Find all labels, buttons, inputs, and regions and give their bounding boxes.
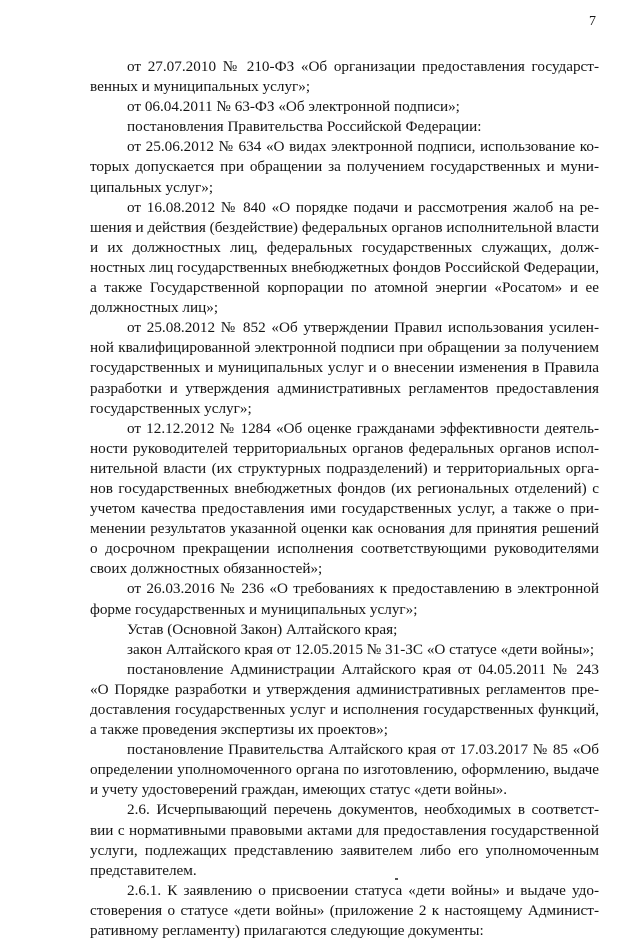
paragraph-resolution-1284: от 12.12.2012 № 1284 «Об оценке гражданами эффективности деятельности руководителей территориальных органов федеральных органов исполнительной власти (их структурных подразделений) и территориальных органов государственных внебюджетных фондов (их региональных отделений) с учетом качества предоставления ими государственных услуг, а также о применении результатов указанной оценки как основания для принятия решений о досрочном прекращении исполнения соответствующими руководителями своих должностных обязанностей»; xyxy=(90,419,599,578)
paragraph-law-210fz: от 27.07.2010 № 210-ФЗ «Об организации предоставления государственных и муниципальных услуг»; xyxy=(90,58,599,96)
paragraph-altai-gov-85: постановление Правительства Алтайского края от 17.03.2017 № 85 «Об определении уполномоченного органа по изготовлению, оформлению, выдаче и учету удостоверений граждан, имеющих статус «дети войны». xyxy=(90,741,599,799)
paragraph-section-2-6: 2.6. Исчерпывающий перечень документов, необходимых в соответствии с нормативными правовыми актами для предоставления государственной услуги, подлежащих представлению заявителем либо его уполномоченным представителем. xyxy=(90,801,599,879)
paragraph-resolution-634: от 25.06.2012 № 634 «О видах электронной подписи, использование которых допускается при обращении за получением государственных и муниципальных услуг»; xyxy=(90,138,599,196)
paragraph-law-63fz: от 06.04.2011 № 63-ФЗ «Об электронной подписи»; xyxy=(127,98,460,116)
paragraph-resolution-236: от 26.03.2016 № 236 «О требованиях к предоставлению в электронной форме государственных и муниципальных услуг»; xyxy=(90,580,599,618)
paragraph-section-2-6-1: 2.6.1. К заявлению о присвоении статуса «дети войны» и выдаче удостоверения о статусе «дети войны» (приложение 2 к настоящему Административному регламенту) прилагаются следующие документы: xyxy=(90,881,599,940)
paragraph-altai-charter: Устав (Основной Закон) Алтайского края; xyxy=(127,620,398,638)
paragraph-resolution-840: от 16.08.2012 № 840 «О порядке подачи и рассмотрения жалоб на решения и действия (бездействие) федеральных органов исполнительной власти и их должностных лиц, федеральных государственных служащих, должностных лиц государственных внебюджетных фондов Российской Федерации, а также Государственной корпорации по атомной энергии «Росатом» и ее должностных лиц»; xyxy=(90,198,599,317)
paragraph-resolution-852: от 25.08.2012 № 852 «Об утверждении Правил использования усиленной квалифицированной электронной подписи при обращении за получением государственных и муниципальных услуг и о внесении изменения в Правила разработки и утверждения административных регламентов предоставления государственных услуг»; xyxy=(90,319,599,417)
paragraph-altai-law-31zs: закон Алтайского края от 12.05.2015 № 31-ЗС «О статусе «дети войны»; xyxy=(127,640,595,658)
scan-speck xyxy=(395,878,398,880)
paragraph-altai-admin-243: постановление Администрации Алтайского края от 04.05.2011 № 243 «О Порядке разработки и утверждения административных регламентов предоставления государственных услуг и исполнения государственных функций, а также проведения экспертизы их проектов»; xyxy=(90,660,599,739)
paragraph-gov-resolutions-heading: постановления Правительства Российской Федерации: xyxy=(127,118,482,136)
document-body xyxy=(90,57,599,941)
page-number: 7 xyxy=(589,14,596,29)
